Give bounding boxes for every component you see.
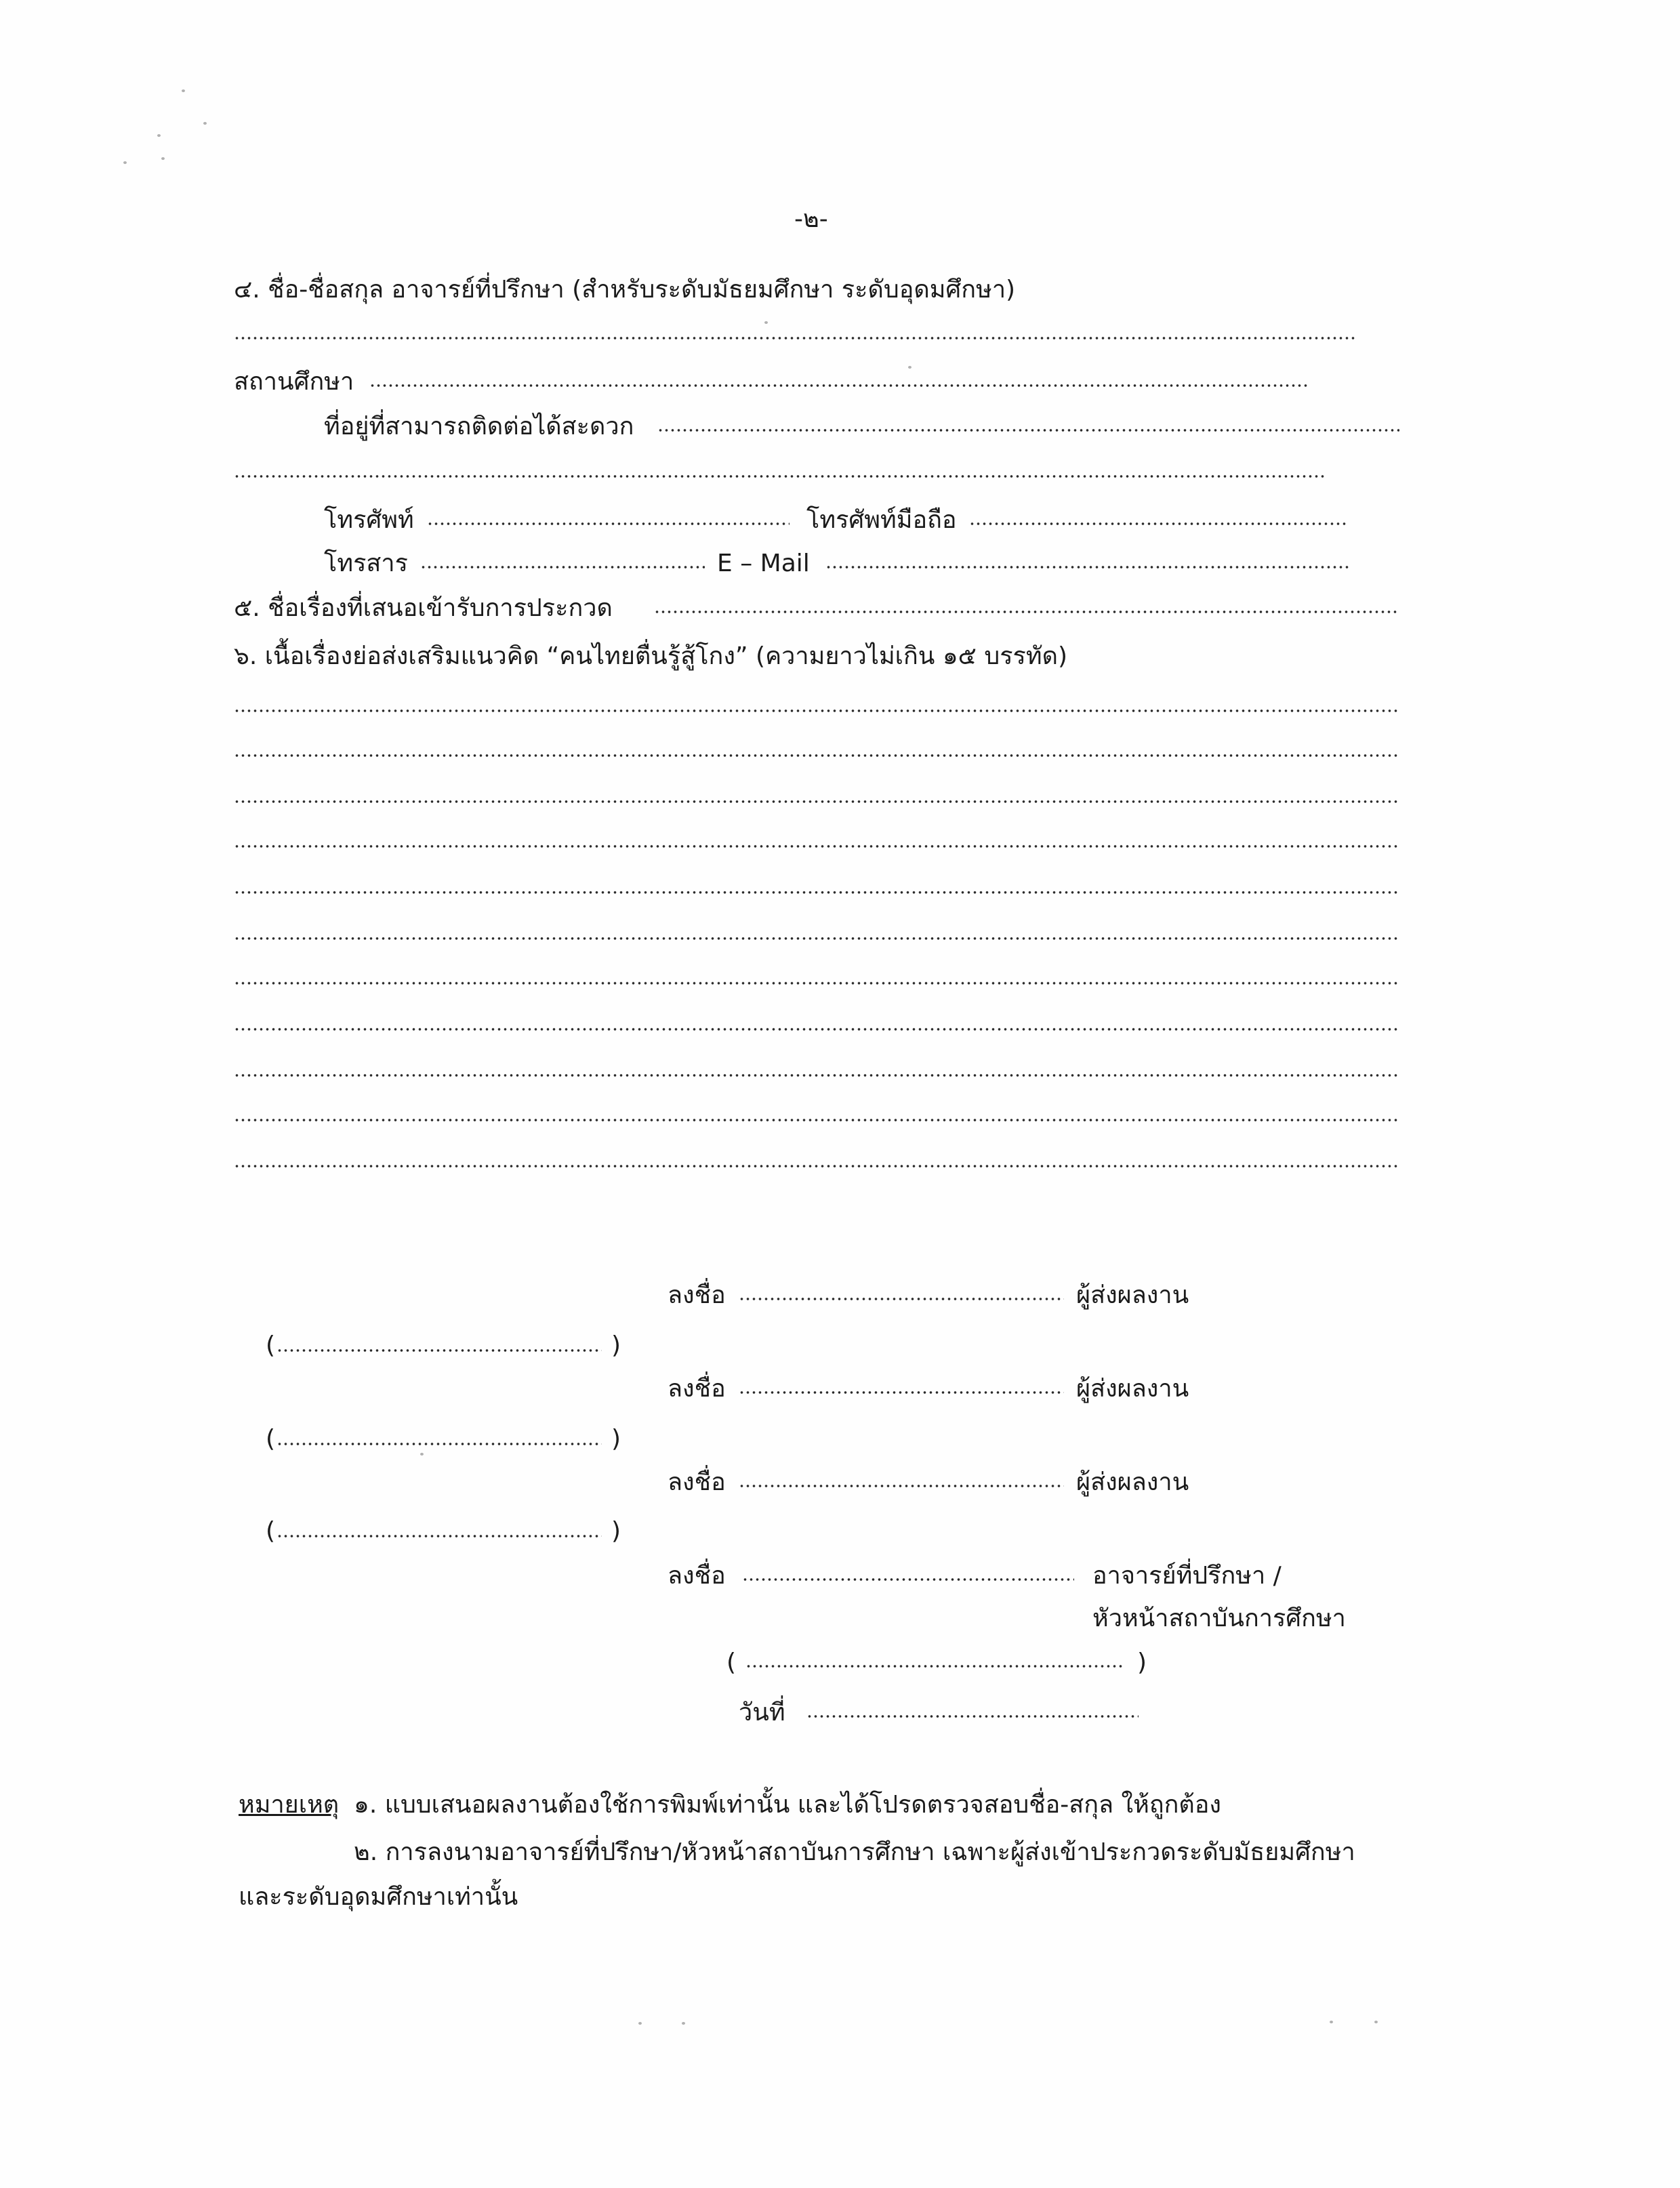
title-field[interactable] bbox=[654, 610, 1399, 614]
phone-field[interactable] bbox=[427, 522, 790, 526]
close-paren-2: ) bbox=[611, 1425, 621, 1453]
close-paren-3: ) bbox=[611, 1517, 621, 1545]
sign-label-2: ลงชื่อ bbox=[668, 1375, 726, 1403]
synopsis-line-7[interactable] bbox=[234, 981, 1399, 985]
signature-field-advisor[interactable] bbox=[742, 1577, 1074, 1582]
note-2: ๒. การลงนามอาจารย์ที่ปรึกษา/หัวหน้าสถาบันการศึกษา เฉพาะผู้ส่งเข้าประกวดระดับมัธยมศึกษา bbox=[354, 1838, 1355, 1866]
synopsis-line-6[interactable] bbox=[234, 936, 1399, 941]
phone-label: โทรศัพท์ bbox=[324, 506, 414, 534]
synopsis-line-5[interactable] bbox=[234, 890, 1399, 894]
synopsis-line-10[interactable] bbox=[234, 1118, 1399, 1122]
synopsis-line-4[interactable] bbox=[234, 844, 1399, 848]
advisor-role-line1: อาจารย์ที่ปรึกษา / bbox=[1092, 1562, 1282, 1590]
fax-field[interactable] bbox=[420, 565, 705, 569]
advisor-role-line2: หัวหน้าสถาบันการศึกษา bbox=[1092, 1605, 1346, 1632]
address-field-line2[interactable] bbox=[234, 474, 1325, 478]
synopsis-line-2[interactable] bbox=[234, 754, 1399, 758]
close-paren-advisor: ) bbox=[1137, 1649, 1147, 1676]
name-field-3[interactable] bbox=[276, 1534, 602, 1538]
synopsis-line-9[interactable] bbox=[234, 1073, 1399, 1077]
fax-label: โทรสาร bbox=[324, 550, 408, 577]
close-paren-1: ) bbox=[611, 1332, 621, 1359]
submitter-role-2: ผู้ส่งผลงาน bbox=[1076, 1375, 1189, 1403]
date-label: วันที่ bbox=[739, 1699, 785, 1727]
synopsis-line-8[interactable] bbox=[234, 1027, 1399, 1031]
submitter-role-1: ผู้ส่งผลงาน bbox=[1076, 1281, 1189, 1309]
title-label: ๕. ชื่อเรื่องที่เสนอเข้ารับการประกวด bbox=[234, 594, 613, 622]
sign-label-1: ลงชื่อ bbox=[668, 1281, 726, 1309]
institution-label: สถานศึกษา bbox=[234, 368, 354, 396]
note-2-continued: และระดับอุดมศึกษาเท่านั้น bbox=[239, 1883, 518, 1911]
institution-field[interactable] bbox=[369, 384, 1308, 388]
sign-label-3: ลงชื่อ bbox=[668, 1468, 726, 1496]
name-field-advisor[interactable] bbox=[745, 1664, 1125, 1668]
open-paren-3: ( bbox=[266, 1517, 276, 1545]
submitter-role-3: ผู้ส่งผลงาน bbox=[1076, 1468, 1189, 1496]
advisor-heading: ๔. ชื่อ-ชื่อสกุล อาจารย์ที่ปรึกษา (สำหรับระดับมัธยมศึกษา ระดับอุดมศึกษา) bbox=[234, 276, 1016, 304]
signature-field-2[interactable] bbox=[739, 1390, 1064, 1395]
signature-field-1[interactable] bbox=[739, 1297, 1064, 1301]
page-number: -๒- bbox=[794, 205, 828, 233]
name-field-1[interactable] bbox=[276, 1348, 602, 1353]
address-field-line1[interactable] bbox=[657, 428, 1399, 432]
email-label: E – Mail bbox=[717, 550, 810, 577]
advisor-name-field[interactable] bbox=[234, 336, 1355, 340]
address-label: ที่อยู่ที่สามารถติดต่อได้สะดวก bbox=[324, 413, 634, 440]
note-1: ๑. แบบเสนอผลงานต้องใช้การพิมพ์เท่านั้น และได้โปรดตรวจสอบชื่อ-สกุล ให้ถูกต้อง bbox=[354, 1791, 1222, 1819]
open-paren-2: ( bbox=[266, 1425, 276, 1453]
signature-field-3[interactable] bbox=[739, 1484, 1064, 1488]
sign-label-advisor: ลงชื่อ bbox=[668, 1562, 726, 1590]
mobile-field[interactable] bbox=[969, 522, 1349, 526]
open-paren-advisor: ( bbox=[726, 1649, 737, 1676]
notes-label: หมายเหตุ bbox=[239, 1791, 340, 1819]
synopsis-line-3[interactable] bbox=[234, 800, 1399, 804]
open-paren-1: ( bbox=[266, 1332, 276, 1359]
synopsis-line-11[interactable] bbox=[234, 1164, 1399, 1168]
name-field-2[interactable] bbox=[276, 1442, 602, 1446]
date-field[interactable] bbox=[806, 1714, 1139, 1718]
mobile-label: โทรศัพท์มือถือ bbox=[806, 506, 957, 534]
synopsis-heading: ๖. เนื้อเรื่องย่อส่งเสริมแนวคิด “คนไทยตื่นรู้สู้โกง” (ความยาวไม่เกิน ๑๕ บรรทัด) bbox=[234, 642, 1068, 670]
synopsis-line-1[interactable] bbox=[234, 709, 1399, 713]
email-field[interactable] bbox=[825, 565, 1349, 569]
